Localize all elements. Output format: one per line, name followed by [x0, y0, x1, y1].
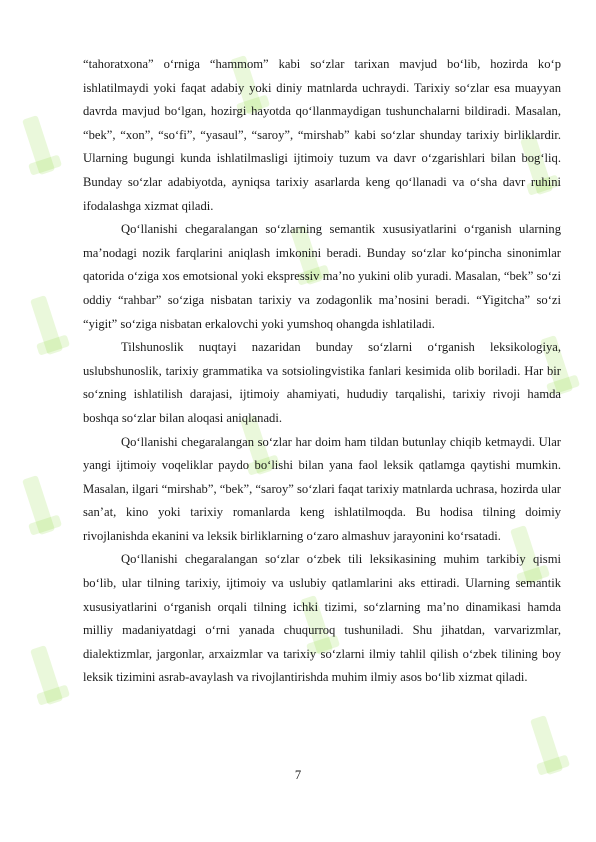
- document-body: [83, 53, 561, 690]
- paragraph: Tilshunoslik nuqtayi nazaridan bunday so‘zlarni o‘rganish leksikologiya, uslubshunoslik, tarixiy grammatika va sotsiolingvistika fanlari kesimida olib boriladi. Har bir so‘zning ishlatilish darajasi, ijtimoiy ahamiyati, hududiy tarqalishi, tarixiy rivoji hamda boshqa so‘zlar bilan aloqasi aniqlanadi.: [83, 340, 561, 425]
- watermark-mark: [22, 643, 70, 708]
- paragraph: Qo‘llanishi chegaralangan so‘zlar o‘zbek tili leksikasining muhim tarkibiy qismi bo‘lib, ular tilning tarixiy, ijtimoiy va uslubiy qatlamlarini aks ettiradi. Ularning semantik xususiyatlarini o‘rganish orqali tilning ichki tizimi, so‘zlarning ma’no dinamikasi hamda milliy madaniyatdagi o‘rni yanada chuqurroq tushuniladi. Shu jihatdan, varvarizmlar, dialektizmlar, jargonlar, arxaizmlar va tarixiy so‘zlarni ilmiy tahlil qilish o‘zbek tilining boy leksik tizimini asrab-avaylash va rivojlantirishda muhim ilmiy asos bo‘lib xizmat qiladi.: [83, 552, 561, 685]
- watermark-mark: [14, 473, 62, 538]
- paragraph: “tahoratxona” o‘rniga “hammom” kabi so‘zlar tarixan mavjud bo‘lib, hozirda ko‘p ishlatilmaydi yoki faqat adabiy yoki diniy matnlarda uchraydi. Tarixiy so‘zlar esa muayyan davrda mavjud bo‘lgan, hozirgi hayotda qo‘llanmaydigan tushunchalarni bildiradi. Masalan, “bek”, “xon”, “so‘fi”, “yasaul”, “saroy”, “mirshab” kabi so‘zlar shunday tarixiy birliklardir. Ularning bugungi kunda ishlatilmasligi ijtimoiy tuzum va davr o‘zgarishlari bilan bog‘liq. Bunday so‘zlar adabiyotda, ayniqsa tarixiy asarlarda keng qo‘llanadi va o‘sha davr ruhini ifodalashga xizmat qiladi.: [83, 57, 561, 213]
- paragraph: Qo‘llanishi chegaralangan so‘zlar har doim ham tildan butunlay chiqib ketmaydi. Ular yangi ijtimoiy voqeliklar paydo bo‘lishi bilan yana faol leksik qatlamga qaytishi mumkin. Masalan, ilgari “mirshab”, “bek”, “saroy” so‘zlari faqat tarixiy matnlarda uchrasa, hozirda ular san’at, kino yoki tarixiy romanlarda keng ishlatilmoqda. Bu hodisa tilning doimiy rivojlanishda ekanini va leksik birliklarning o‘zaro almashuv jarayonini ko‘rsatadi.: [83, 434, 561, 543]
- paragraph: Qo‘llanishi chegaralangan so‘zlarning semantik xususiyatlarini o‘rganish ularning ma’nodagi nozik farqlarini aniqlash imkonini beradi. Bunday so‘zlar ko‘pincha sinonimlar qatorida o‘ziga xos emotsional yoki ekspressiv ma’no yukini olib yuradi. Masalan, “bek” so‘zi oddiy “rahbar” so‘ziga nisbatan tarixiy va zodagonlik ma’nosini beradi. “Yigitcha” so‘zi “yigit” so‘ziga nisbatan erkalovchi yoki yumshoq ohangda ishlatiladi.: [83, 222, 561, 331]
- page-number: 7: [294, 768, 302, 782]
- watermark-mark: [22, 293, 70, 358]
- watermark-mark: [14, 113, 62, 178]
